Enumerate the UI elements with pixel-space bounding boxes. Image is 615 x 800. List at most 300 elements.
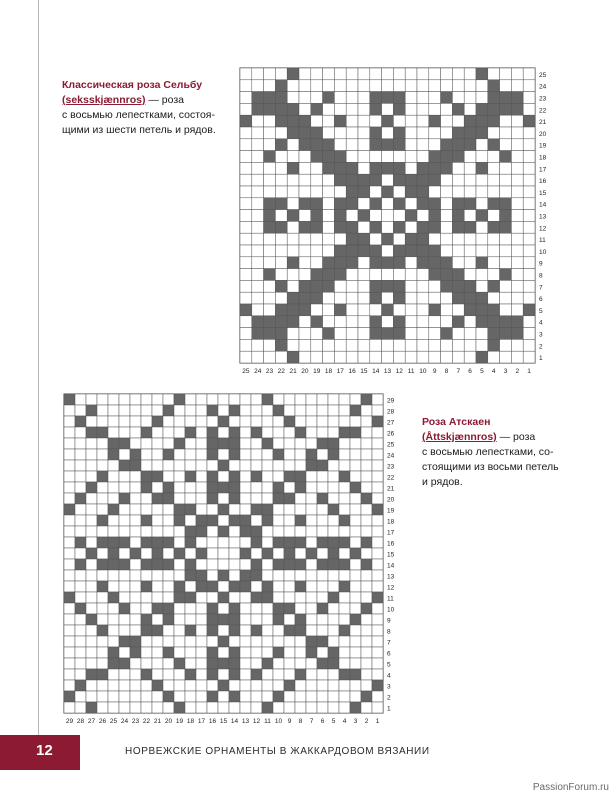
atskaen-stitch-cell [75, 603, 86, 614]
selbu-stitch-cell [275, 221, 287, 233]
atskaen-stitch-cell [152, 559, 163, 570]
selbu-stitch-cell [252, 174, 264, 186]
selbu-stitch-cell [358, 80, 370, 92]
atskaen-stitch-cell [97, 438, 108, 449]
atskaen-stitch-cell [108, 537, 119, 548]
atskaen-stitch-cell [240, 625, 251, 636]
atskaen-stitch-cell [273, 526, 284, 537]
atskaen-row-number: 29 [387, 397, 395, 405]
atskaen-stitch-cell [251, 581, 262, 592]
atskaen-stitch-cell [229, 636, 240, 647]
atskaen-stitch-cell [97, 592, 108, 603]
selbu-stitch-cell [311, 269, 323, 281]
selbu-stitch-cell [452, 103, 464, 115]
selbu-stitch-cell [500, 162, 512, 174]
selbu-stitch-cell [370, 221, 382, 233]
atskaen-stitch-cell [64, 559, 75, 570]
selbu-row-number: 10 [539, 248, 547, 256]
selbu-stitch-cell [252, 269, 264, 281]
atskaen-stitch-cell [86, 559, 97, 570]
selbu-stitch-cell [264, 127, 276, 139]
selbu-stitch-cell [311, 221, 323, 233]
selbu-stitch-cell [311, 186, 323, 198]
atskaen-stitch-cell [108, 548, 119, 559]
selbu-stitch-cell [252, 292, 264, 304]
selbu-stitch-cell [500, 80, 512, 92]
selbu-stitch-cell [311, 304, 323, 316]
selbu-stitch-cell [511, 280, 523, 292]
atskaen-stitch-cell [295, 702, 306, 713]
selbu-stitch-cell [358, 269, 370, 281]
selbu-stitch-cell [429, 115, 441, 127]
selbu-stitch-cell [511, 245, 523, 257]
atskaen-stitch-cell [328, 482, 339, 493]
selbu-stitch-cell [346, 316, 358, 328]
selbu-stitch-cell [358, 328, 370, 340]
selbu-stitch-cell [323, 68, 335, 80]
atskaen-stitch-cell [372, 460, 383, 471]
atskaen-stitch-cell [295, 603, 306, 614]
atskaen-stitch-cell [229, 504, 240, 515]
selbu-stitch-cell [382, 221, 394, 233]
selbu-stitch-cell [393, 151, 405, 163]
atskaen-stitch-cell [262, 427, 273, 438]
atskaen-column-number: 25 [109, 718, 118, 725]
atskaen-stitch-cell [174, 504, 185, 515]
atskaen-stitch-cell [196, 438, 207, 449]
selbu-stitch-cell [429, 221, 441, 233]
atskaen-stitch-cell [86, 548, 97, 559]
atskaen-stitch-cell [152, 570, 163, 581]
selbu-stitch-cell [523, 174, 535, 186]
selbu-stitch-cell [358, 186, 370, 198]
selbu-stitch-cell [488, 103, 500, 115]
selbu-stitch-cell [346, 269, 358, 281]
atskaen-stitch-cell [97, 570, 108, 581]
selbu-stitch-cell [500, 292, 512, 304]
book-title: НОРВЕЖСКИЕ ОРНАМЕНТЫ В ЖАККАРДОВОМ ВЯЗАНИИ [125, 746, 430, 757]
selbu-stitch-cell [393, 92, 405, 104]
atskaen-stitch-cell [229, 625, 240, 636]
atskaen-stitch-cell [185, 581, 196, 592]
atskaen-stitch-cell [262, 537, 273, 548]
atskaen-stitch-cell [306, 515, 317, 526]
atskaen-stitch-cell [306, 647, 317, 658]
atskaen-stitch-cell [196, 394, 207, 405]
selbu-stitch-cell [311, 351, 323, 363]
selbu-stitch-cell [417, 233, 429, 245]
atskaen-stitch-cell [119, 504, 130, 515]
atskaen-stitch-cell [295, 405, 306, 416]
atskaen-stitch-cell [108, 438, 119, 449]
selbu-stitch-cell [488, 198, 500, 210]
atskaen-stitch-cell [328, 658, 339, 669]
atskaen-stitch-cell [141, 471, 152, 482]
atskaen-stitch-cell [273, 438, 284, 449]
atskaen-stitch-cell [141, 669, 152, 680]
atskaen-stitch-cell [262, 603, 273, 614]
atskaen-stitch-cell [130, 394, 141, 405]
selbu-stitch-cell [405, 80, 417, 92]
atskaen-stitch-cell [119, 482, 130, 493]
selbu-stitch-cell [500, 351, 512, 363]
atskaen-stitch-cell [218, 493, 229, 504]
atskaen-stitch-cell [262, 592, 273, 603]
atskaen-stitch-cell [174, 636, 185, 647]
selbu-stitch-cell [264, 257, 276, 269]
selbu-stitch-cell [500, 316, 512, 328]
atskaen-stitch-cell [130, 405, 141, 416]
selbu-stitch-cell [464, 269, 476, 281]
atskaen-stitch-cell [317, 691, 328, 702]
selbu-stitch-cell [334, 151, 346, 163]
atskaen-stitch-cell [163, 493, 174, 504]
selbu-stitch-cell [346, 186, 358, 198]
selbu-stitch-cell [417, 174, 429, 186]
atskaen-stitch-cell [64, 438, 75, 449]
selbu-stitch-cell [370, 92, 382, 104]
atskaen-stitch-cell [64, 581, 75, 592]
atskaen-stitch-cell [350, 669, 361, 680]
selbu-stitch-cell [441, 174, 453, 186]
atskaen-stitch-cell [141, 691, 152, 702]
selbu-stitch-cell [299, 304, 311, 316]
atskaen-stitch-cell [306, 559, 317, 570]
atskaen-stitch-cell [361, 438, 372, 449]
atskaen-stitch-cell [273, 493, 284, 504]
selbu-stitch-cell [405, 304, 417, 316]
atskaen-stitch-cell [284, 603, 295, 614]
atskaen-row-number: 20 [387, 496, 395, 504]
atskaen-stitch-cell [152, 581, 163, 592]
atskaen-stitch-cell [361, 537, 372, 548]
selbu-stitch-cell [417, 68, 429, 80]
selbu-stitch-cell [452, 80, 464, 92]
selbu-stitch-cell [393, 351, 405, 363]
selbu-stitch-cell [488, 186, 500, 198]
atskaen-stitch-cell [163, 427, 174, 438]
atskaen-stitch-cell [295, 493, 306, 504]
atskaen-column-number: 9 [287, 718, 292, 725]
atskaen-stitch-cell [284, 669, 295, 680]
selbu-stitch-cell [500, 92, 512, 104]
atskaen-stitch-cell [207, 537, 218, 548]
atskaen-rose-chart [52, 384, 407, 725]
atskaen-stitch-cell [218, 438, 229, 449]
atskaen-stitch-cell [306, 691, 317, 702]
selbu-stitch-cell [240, 316, 252, 328]
selbu-stitch-cell [429, 339, 441, 351]
selbu-row-number: 6 [539, 296, 543, 304]
selbu-stitch-cell [464, 316, 476, 328]
selbu-stitch-cell [476, 210, 488, 222]
atskaen-stitch-cell [174, 581, 185, 592]
atskaen-stitch-cell [306, 581, 317, 592]
atskaen-stitch-cell [317, 515, 328, 526]
atskaen-stitch-cell [350, 581, 361, 592]
atskaen-stitch-cell [295, 625, 306, 636]
atskaen-stitch-cell [284, 416, 295, 427]
atskaen-stitch-cell [130, 691, 141, 702]
selbu-stitch-cell [500, 210, 512, 222]
atskaen-column-number: 2 [364, 718, 369, 725]
selbu-stitch-cell [488, 245, 500, 257]
selbu-stitch-cell [464, 210, 476, 222]
selbu-stitch-cell [382, 351, 394, 363]
atskaen-stitch-cell [152, 537, 163, 548]
selbu-stitch-cell [240, 233, 252, 245]
atskaen-stitch-cell [317, 614, 328, 625]
selbu-stitch-cell [511, 257, 523, 269]
atskaen-stitch-cell [306, 548, 317, 559]
atskaen-stitch-cell [339, 691, 350, 702]
atskaen-stitch-cell [163, 614, 174, 625]
selbu-column-number: 24 [254, 368, 262, 375]
selbu-stitch-cell [323, 186, 335, 198]
selbu-stitch-cell [441, 210, 453, 222]
selbu-stitch-cell [441, 115, 453, 127]
atskaen-stitch-cell [86, 449, 97, 460]
selbu-stitch-cell [405, 280, 417, 292]
selbu-column-number: 17 [336, 368, 344, 375]
atskaen-stitch-cell [328, 449, 339, 460]
atskaen-stitch-cell [284, 636, 295, 647]
atskaen-stitch-cell [141, 559, 152, 570]
atskaen-stitch-cell [284, 680, 295, 691]
atskaen-stitch-cell [207, 416, 218, 427]
atskaen-stitch-cell [251, 537, 262, 548]
atskaen-stitch-cell [251, 592, 262, 603]
atskaen-stitch-cell [86, 537, 97, 548]
selbu-stitch-cell [346, 210, 358, 222]
selbu-stitch-cell [523, 328, 535, 340]
atskaen-stitch-cell [141, 537, 152, 548]
atskaen-stitch-cell [75, 394, 86, 405]
atskaen-stitch-cell [295, 647, 306, 658]
selbu-caption-line: щими из шести петель и рядов. [62, 124, 216, 136]
selbu-stitch-cell [252, 257, 264, 269]
selbu-stitch-cell [476, 68, 488, 80]
selbu-stitch-cell [382, 127, 394, 139]
selbu-stitch-cell [287, 221, 299, 233]
atskaen-stitch-cell [361, 515, 372, 526]
selbu-stitch-cell [252, 139, 264, 151]
atskaen-stitch-cell [218, 680, 229, 691]
selbu-stitch-cell [405, 269, 417, 281]
atskaen-stitch-cell [75, 537, 86, 548]
atskaen-stitch-cell [64, 625, 75, 636]
selbu-stitch-cell [346, 339, 358, 351]
selbu-stitch-cell [264, 198, 276, 210]
selbu-stitch-cell [476, 339, 488, 351]
selbu-stitch-cell [275, 68, 287, 80]
selbu-stitch-cell [323, 127, 335, 139]
selbu-stitch-cell [323, 292, 335, 304]
selbu-stitch-cell [311, 103, 323, 115]
atskaen-stitch-cell [75, 570, 86, 581]
selbu-stitch-cell [346, 80, 358, 92]
selbu-stitch-cell [252, 162, 264, 174]
atskaen-stitch-cell [284, 614, 295, 625]
atskaen-stitch-cell [361, 504, 372, 515]
selbu-column-number: 11 [407, 368, 415, 375]
selbu-stitch-cell [500, 245, 512, 257]
atskaen-stitch-cell [75, 658, 86, 669]
selbu-stitch-cell [240, 92, 252, 104]
atskaen-stitch-cell [328, 636, 339, 647]
selbu-stitch-cell [488, 292, 500, 304]
atskaen-stitch-cell [174, 548, 185, 559]
atskaen-stitch-cell [350, 427, 361, 438]
atskaen-stitch-cell [86, 658, 97, 669]
selbu-stitch-cell [393, 198, 405, 210]
selbu-stitch-cell [511, 115, 523, 127]
atskaen-stitch-cell [229, 394, 240, 405]
selbu-stitch-cell [311, 316, 323, 328]
selbu-column-number: 5 [480, 368, 484, 375]
selbu-stitch-cell [323, 115, 335, 127]
selbu-stitch-cell [370, 68, 382, 80]
atskaen-stitch-cell [196, 548, 207, 559]
atskaen-stitch-cell [86, 504, 97, 515]
selbu-stitch-cell [240, 115, 252, 127]
atskaen-stitch-cell [174, 482, 185, 493]
atskaen-stitch-cell [361, 592, 372, 603]
selbu-stitch-cell [429, 92, 441, 104]
selbu-stitch-cell [488, 162, 500, 174]
atskaen-stitch-cell [372, 581, 383, 592]
atskaen-stitch-cell [86, 482, 97, 493]
selbu-stitch-cell [252, 351, 264, 363]
selbu-stitch-cell [323, 139, 335, 151]
atskaen-stitch-cell [306, 482, 317, 493]
atskaen-stitch-cell [339, 559, 350, 570]
selbu-stitch-cell [358, 103, 370, 115]
atskaen-stitch-cell [163, 515, 174, 526]
atskaen-stitch-cell [196, 515, 207, 526]
selbu-stitch-cell [393, 257, 405, 269]
atskaen-stitch-cell [130, 658, 141, 669]
atskaen-stitch-cell [130, 702, 141, 713]
selbu-stitch-cell [299, 174, 311, 186]
selbu-stitch-cell [452, 221, 464, 233]
selbu-stitch-cell [299, 162, 311, 174]
selbu-stitch-cell [264, 339, 276, 351]
atskaen-stitch-cell [152, 636, 163, 647]
selbu-stitch-cell [405, 210, 417, 222]
atskaen-stitch-cell [240, 658, 251, 669]
selbu-stitch-cell [252, 80, 264, 92]
selbu-stitch-cell [417, 269, 429, 281]
atskaen-stitch-cell [273, 394, 284, 405]
selbu-stitch-cell [511, 304, 523, 316]
atskaen-stitch-cell [251, 460, 262, 471]
atskaen-stitch-cell [64, 526, 75, 537]
atskaen-stitch-cell [328, 669, 339, 680]
selbu-stitch-cell [370, 292, 382, 304]
selbu-stitch-cell [523, 304, 535, 316]
selbu-stitch-cell [500, 339, 512, 351]
atskaen-stitch-cell [97, 405, 108, 416]
atskaen-row-number: 2 [387, 694, 391, 702]
selbu-stitch-cell [299, 80, 311, 92]
selbu-stitch-cell [488, 233, 500, 245]
atskaen-stitch-cell [141, 416, 152, 427]
atskaen-stitch-cell [119, 471, 130, 482]
selbu-stitch-cell [358, 210, 370, 222]
selbu-stitch-cell [488, 151, 500, 163]
selbu-stitch-cell [464, 68, 476, 80]
selbu-stitch-cell [500, 174, 512, 186]
selbu-stitch-cell [476, 80, 488, 92]
selbu-stitch-cell [511, 339, 523, 351]
atskaen-stitch-cell [339, 427, 350, 438]
atskaen-stitch-cell [262, 515, 273, 526]
selbu-stitch-cell [323, 304, 335, 316]
atskaen-stitch-cell [86, 471, 97, 482]
atskaen-stitch-cell [75, 471, 86, 482]
atskaen-stitch-cell [295, 658, 306, 669]
selbu-stitch-cell [382, 316, 394, 328]
page-footer [0, 735, 615, 770]
selbu-stitch-cell [464, 339, 476, 351]
atskaen-stitch-cell [328, 515, 339, 526]
selbu-stitch-cell [287, 92, 299, 104]
atskaen-stitch-cell [185, 680, 196, 691]
selbu-stitch-cell [464, 198, 476, 210]
atskaen-stitch-cell [185, 548, 196, 559]
atskaen-stitch-cell [306, 438, 317, 449]
atskaen-stitch-cell [108, 702, 119, 713]
selbu-row-number: 21 [539, 119, 547, 127]
selbu-stitch-cell [334, 174, 346, 186]
atskaen-stitch-cell [251, 493, 262, 504]
atskaen-stitch-cell [108, 647, 119, 658]
atskaen-stitch-cell [163, 658, 174, 669]
atskaen-caption-line: с восьмью лепестками, со- [422, 446, 554, 458]
atskaen-stitch-cell [174, 658, 185, 669]
atskaen-stitch-cell [317, 493, 328, 504]
atskaen-stitch-cell [229, 691, 240, 702]
selbu-stitch-cell [370, 198, 382, 210]
atskaen-stitch-cell [207, 460, 218, 471]
atskaen-stitch-cell [361, 636, 372, 647]
atskaen-stitch-cell [108, 603, 119, 614]
selbu-stitch-cell [452, 198, 464, 210]
atskaen-stitch-cell [339, 504, 350, 515]
atskaen-stitch-cell [163, 647, 174, 658]
selbu-stitch-cell [452, 92, 464, 104]
selbu-stitch-cell [405, 233, 417, 245]
atskaen-stitch-cell [185, 592, 196, 603]
atskaen-stitch-cell [262, 438, 273, 449]
atskaen-stitch-cell [339, 636, 350, 647]
atskaen-stitch-cell [86, 581, 97, 592]
selbu-stitch-cell [240, 127, 252, 139]
atskaen-stitch-cell [119, 625, 130, 636]
atskaen-row-number: 4 [387, 672, 391, 680]
selbu-stitch-cell [358, 351, 370, 363]
atskaen-stitch-cell [152, 603, 163, 614]
selbu-stitch-cell [452, 68, 464, 80]
atskaen-stitch-cell [174, 680, 185, 691]
atskaen-row-number: 12 [387, 584, 395, 592]
selbu-stitch-cell [370, 339, 382, 351]
atskaen-stitch-cell [130, 647, 141, 658]
atskaen-stitch-cell [328, 427, 339, 438]
selbu-stitch-cell [441, 103, 453, 115]
selbu-stitch-cell [476, 245, 488, 257]
